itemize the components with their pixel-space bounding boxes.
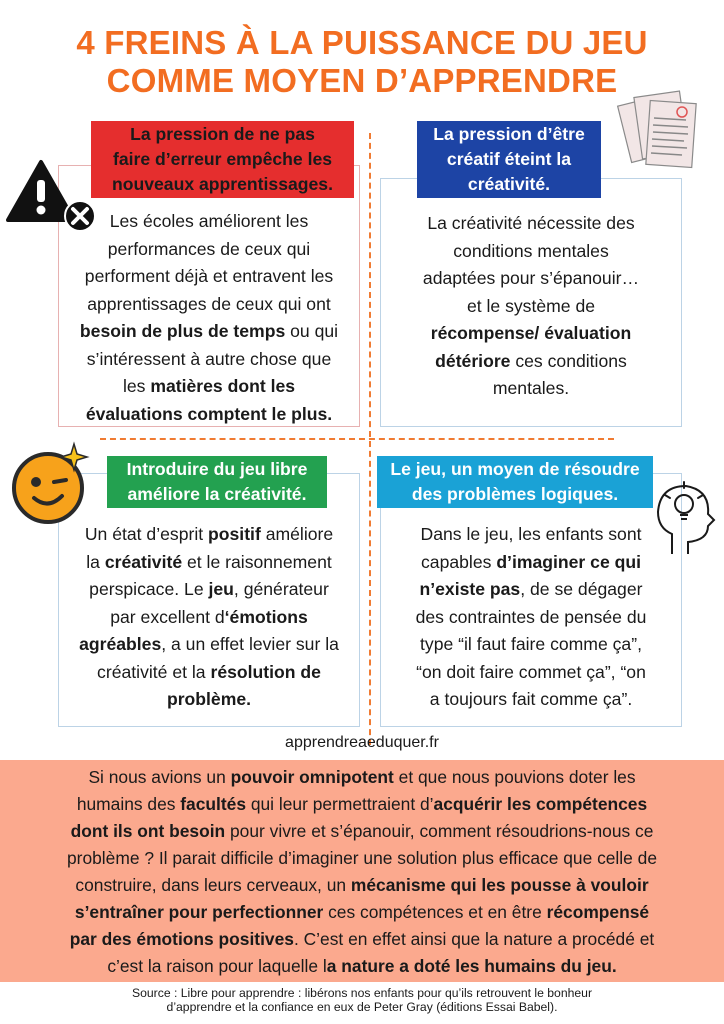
text-line: apprentissages de ceux qui ont [87, 293, 331, 314]
text-line: la créativité et le raisonnement [86, 551, 332, 572]
text-line: s’intéressent à autre chose que [86, 348, 332, 369]
text-line: mentales. [492, 378, 570, 398]
text-line: Si nous avions un pouvoir omnipotent et que nous pouvions doter les [88, 767, 636, 787]
text-line: et le système de [466, 295, 596, 316]
text-line: créativité et la résolution de [97, 661, 321, 682]
text-line: conditions mentales [453, 240, 609, 261]
text-line: humains des facultés qui leur permettraient d’acquérir les compétences [76, 794, 648, 814]
text-line: Dans le jeu, les enfants sont [420, 524, 642, 544]
text-line: problème. [166, 689, 252, 709]
documents-icon [612, 88, 704, 193]
text-line: détériore ces conditions [435, 350, 627, 371]
text-line: évaluations comptent le plus. [85, 403, 333, 424]
card-free-play-body [58, 521, 360, 714]
text-line: c’est la raison pour laquelle la nature a doté les humains du jeu. [107, 956, 617, 976]
text-line: agréables, a un effet levier sur la [79, 634, 339, 654]
text-line: a toujours fait comme ça”. [429, 689, 633, 709]
text-line: performances de ceux qui [107, 238, 311, 259]
card-free-play-heading: Introduire du jeu libre améliore la créativité. [107, 456, 327, 508]
warning-icon [6, 158, 96, 239]
text-line: n’existe pas, de se dégager [419, 579, 643, 599]
page-title-line-2: COMME MOYEN D’APPRENDRE [106, 62, 618, 99]
card-error-pressure-heading: La pression de ne pas faire d’erreur empêche les nouveaux apprentissages. [91, 121, 354, 198]
text-line: dont ils ont besoin pour vivre et s’épanouir, comment résoudrions-nous ce [70, 821, 654, 841]
text-line: type “il faut faire comme ça”, [420, 634, 642, 654]
text-line: récompense/ évaluation [430, 323, 632, 343]
text-line: perspicace. Le jeu, générateur [89, 579, 329, 599]
card-error-pressure-body [58, 208, 360, 428]
text-line: Un état d’esprit positif améliore [84, 524, 334, 544]
text-line: s’entraîner pour perfectionner ces compétences et en être récompensé [74, 902, 650, 922]
conclusion-text [20, 764, 704, 980]
text-line: par des émotions positives. C’est en effet ainsi que la nature a procédé et [69, 929, 655, 949]
card-logic-problems-body [380, 521, 682, 714]
card-creativity-pressure-heading: La pression d’être créatif éteint la créativité. [417, 121, 601, 198]
page-title-line-1: 4 FREINS À LA PUISSANCE DU JEU [76, 24, 648, 61]
text-line: des contraintes de pensée du [415, 606, 647, 627]
horizontal-divider [100, 438, 614, 440]
text-line: problème ? Il parait difficile d’imaginer une solution plus efficace que celle de [66, 848, 658, 868]
text-line: Les écoles améliorent les [109, 211, 309, 231]
text-line: par excellent d‘émotions [110, 606, 308, 627]
text-line: construire, dans leurs cerveaux, un mécanisme qui les pousse à vouloir [75, 875, 649, 895]
website-url: apprendreaeduquer.fr [285, 734, 439, 751]
text-line: performent déjà et entravent les [84, 266, 334, 286]
head-lightbulb-icon [648, 474, 720, 563]
text-line: “on doit faire commet ça”, “on [416, 661, 646, 682]
winking-emoji-icon [4, 438, 96, 535]
source-citation: Source : Libre pour apprendre : libérons nos enfants pour qu’ils retrouvent le bonheur d’apprendre et la confiance en eux de Peter Gray (éditions Essai Babel). [131, 986, 593, 1014]
text-line: les matières dont les [122, 376, 296, 396]
text-line: besoin de plus de temps ou qui [79, 321, 339, 341]
text-line: adaptées pour s’épanouir… [422, 268, 640, 288]
card-creativity-pressure-body [380, 210, 682, 403]
text-line: capables d’imaginer ce qui [420, 551, 642, 572]
text-line: La créativité nécessite des [427, 213, 635, 233]
card-logic-problems-heading: Le jeu, un moyen de résoudre des problèmes logiques. [377, 456, 653, 508]
